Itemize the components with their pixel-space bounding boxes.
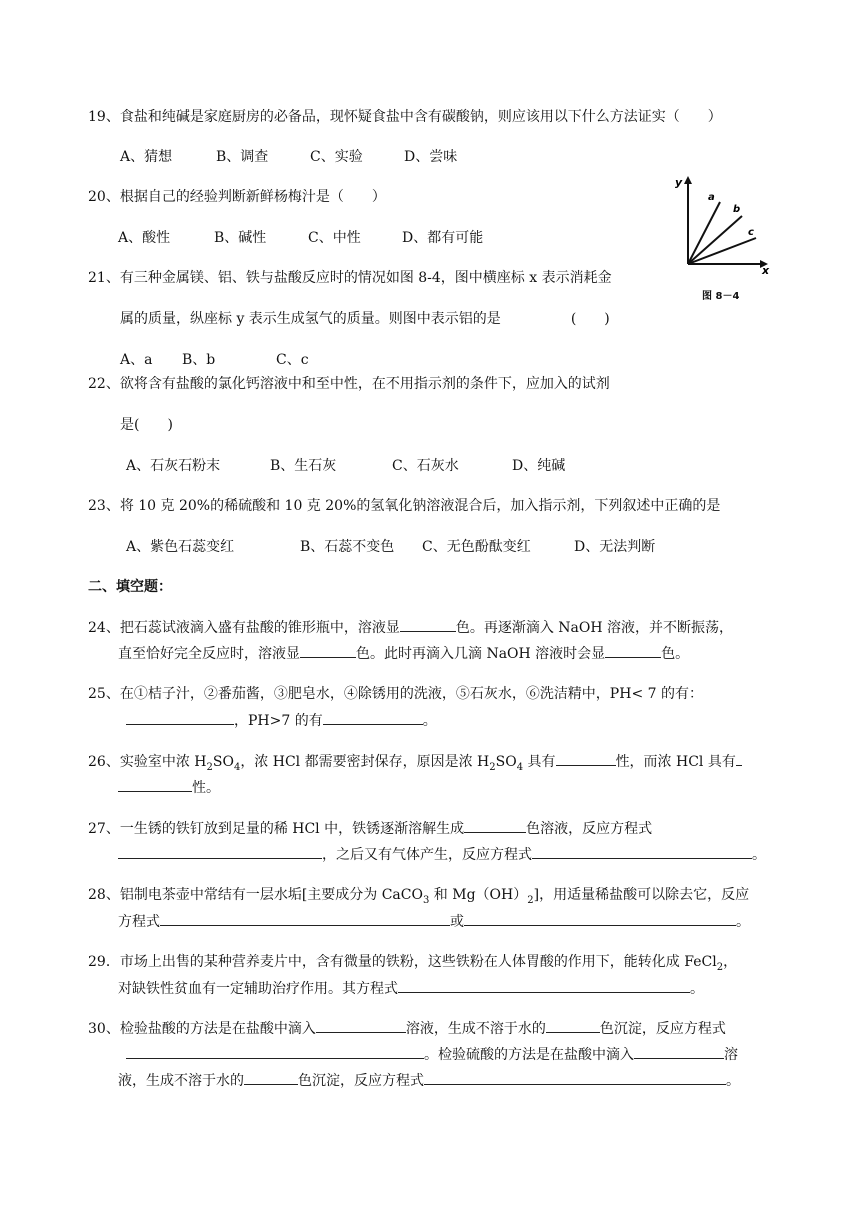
q24-text-d: 色。此时再滴入几滴 NaOH 溶液时会显	[356, 646, 606, 662]
q29-text-c: 。	[690, 981, 704, 997]
line-a	[688, 202, 720, 264]
q19-option-b: B、调查	[216, 149, 269, 165]
q23-options	[126, 537, 655, 557]
line-b	[688, 216, 742, 264]
q24-blank-3[interactable]	[605, 643, 661, 658]
q22-text-2: 是( )	[120, 417, 173, 433]
q24-blank-2[interactable]	[300, 643, 356, 658]
y-axis-label: y	[675, 176, 683, 189]
q26-sub-3: 2	[489, 761, 496, 773]
y-axis-arrow	[684, 176, 692, 184]
q30-text-h: 。	[726, 1073, 740, 1089]
q26-sub-1: 2	[206, 761, 213, 773]
q26-text-a2: SO	[212, 754, 234, 770]
q24-text-e: 色。	[661, 646, 690, 662]
q19-option-c: C、实验	[310, 149, 363, 165]
q28-sub-2: 2	[527, 894, 534, 906]
q25-blank-2[interactable]	[323, 710, 423, 725]
q26-text-a5: 具有	[523, 754, 556, 770]
q29-line-1	[88, 952, 737, 978]
q22-option-a: A、石灰石粉末	[126, 458, 221, 474]
q28-text-a2: 和 Mg（OH）	[429, 887, 528, 903]
q30-blank-3[interactable]	[126, 1044, 424, 1059]
q26-text-b: 性。	[192, 780, 220, 796]
q21-text-2	[120, 309, 610, 329]
q30-text-g: 色沉淀，反应方程式	[298, 1073, 424, 1089]
q27-blank-1[interactable]	[464, 818, 526, 833]
q27-line-1	[88, 818, 652, 839]
q22-option-c: C、石灰水	[392, 458, 459, 474]
q26-blank-2-start[interactable]	[736, 751, 742, 766]
q26-text-a: 26、实验室中浓 H	[88, 754, 207, 770]
q27-line-2	[118, 844, 766, 865]
q20-option-b: B、碱性	[214, 230, 267, 246]
q21-option-b: B、b	[182, 352, 216, 368]
q23-option-a: A、紫色石蕊变红	[126, 539, 235, 555]
q25-blank-1[interactable]	[126, 710, 234, 725]
q28-blank-2[interactable]	[464, 911, 736, 926]
q20-options	[118, 228, 483, 248]
q26-line-1	[88, 751, 742, 778]
q26-sub-4: 4	[516, 761, 524, 773]
q19-text: 19、食盐和纯碱是家庭厨房的必备品，现怀疑食盐中含有碳酸钠，则应该用以下什么方法证实（ ）	[88, 109, 722, 125]
q20-option-a: A、酸性	[118, 230, 171, 246]
q28-sub-1: 3	[422, 894, 430, 906]
q25-line-1: 25、在①桔子汁，②番茄酱，③肥皂水，④除锈用的洗液，⑤石灰水，⑥洗洁精中，PH< 7 的有：	[88, 686, 703, 702]
q28-blank-1[interactable]	[160, 911, 450, 926]
q24-line-1	[88, 617, 733, 638]
q21-text-1: 21、有三种金属镁、铝、铁与盐酸反应时的情况如图 8-4，图中横座标 x 表示消耗金	[88, 270, 612, 286]
q21-options	[120, 350, 309, 370]
q28-text-d: 。	[736, 914, 750, 930]
q26-blank-2[interactable]	[118, 777, 192, 792]
q30-line-2	[126, 1044, 738, 1065]
q21-option-a: A、a	[120, 352, 153, 368]
q22-text-1: 22、欲将含有盐酸的氯化钙溶液中和至中性，在不用指示剂的条件下，应加入的试剂	[88, 376, 610, 392]
q27-text-d: 。	[752, 847, 766, 863]
q19-option-a: A、猜想	[120, 149, 173, 165]
line-c	[688, 238, 756, 264]
q28-line-2	[118, 911, 750, 932]
q28-text-a3: ]，用适量稀盐酸可以除去它，反应	[533, 887, 750, 903]
q25-text-c: 。	[422, 713, 437, 729]
q27-text-a: 27、一生锈的铁钉放到足量的稀 HCl 中，铁锈逐渐溶解生成	[88, 821, 465, 837]
q26-text-a4: SO	[495, 754, 517, 770]
q24-text-a: 24、把石蕊试液滴入盛有盐酸的锥形瓶中，溶液显	[88, 620, 400, 636]
q27-text-c: ，之后又有气体产生，反应方程式	[322, 847, 532, 863]
q26-blank-1[interactable]	[556, 751, 616, 766]
section-fill-in-heading: 二、填空题：	[88, 579, 172, 595]
q30-text-d: 。检验硫酸的方法是在盐酸中滴入	[424, 1047, 634, 1063]
q30-line-1	[88, 1018, 726, 1039]
q24-text-b: 色。再逐渐滴入 NaOH 溶液，并不断振荡，	[455, 620, 734, 636]
q30-blank-1[interactable]	[316, 1018, 406, 1033]
q30-blank-4[interactable]	[634, 1044, 724, 1059]
q23-text: 23、将 10 克 20%的稀硫酸和 10 克 20%的氢氧化钠溶液混合后，加入指示剂，下列叙述中正确的是	[88, 498, 721, 514]
q30-text-e: 溶	[724, 1047, 738, 1063]
q29-text-a: 29．市场上出售的某种营养麦片中，含有微量的铁粉，这些铁粉在人体胃酸的作用下，能转化成 FeCl	[88, 954, 717, 970]
q26-line-2	[118, 777, 220, 798]
q30-text-f: 液，生成不溶于水的	[118, 1073, 244, 1089]
q23-option-b: B、石蕊不变色	[300, 539, 395, 555]
line-a-label: a	[708, 192, 715, 203]
line-c-label: c	[748, 227, 754, 238]
q19-options	[120, 147, 457, 167]
q28-text-c: 或	[450, 914, 464, 930]
q30-text-b: 溶液，生成不溶于水的	[405, 1021, 546, 1037]
x-axis-label: x	[762, 264, 770, 276]
q27-blank-3[interactable]	[532, 844, 752, 859]
figure-caption: 图 8－4	[702, 291, 740, 302]
q30-blank-5[interactable]	[244, 1070, 298, 1085]
q29-sub-1: 2	[716, 961, 724, 973]
q26-text-a3: ，浓 HCl 都需要密封保存，原因是浓 H	[240, 754, 490, 770]
q24-blank-1[interactable]	[400, 617, 456, 632]
line-b-label: b	[733, 204, 741, 215]
q25-line-2	[126, 710, 437, 731]
q30-blank-6[interactable]	[424, 1070, 726, 1085]
figure-8-4	[672, 172, 776, 276]
q28-text-b: 方程式	[118, 914, 160, 930]
q21-paren: ( )	[570, 311, 610, 327]
q22-options	[126, 456, 565, 476]
q29-line-2	[118, 978, 704, 999]
q20-text: 20、根据自己的经验判断新鲜杨梅汁是（ ）	[88, 189, 386, 205]
q19-option-d: D、尝味	[404, 149, 458, 165]
q22-option-d: D、纯碱	[512, 458, 566, 474]
q30-text-c: 色沉淀，反应方程式	[599, 1021, 726, 1037]
q20-option-c: C、中性	[308, 230, 361, 246]
q27-text-b: 色溶液，反应方程式	[526, 821, 653, 837]
q20-option-d: D、都有可能	[402, 230, 484, 246]
q24-text-c: 直至恰好完全反应时，溶液显	[118, 646, 300, 662]
q22-option-b: B、生石灰	[270, 458, 337, 474]
q24-line-2	[118, 643, 689, 664]
q21-option-c: C、c	[276, 352, 309, 368]
q26-sub-2: 4	[233, 761, 241, 773]
q30-text-a: 30、检验盐酸的方法是在盐酸中滴入	[88, 1021, 316, 1037]
q28-line-1	[88, 885, 749, 911]
q30-line-3	[118, 1070, 740, 1091]
q28-text-a: 28、铝制电茶壶中常结有一层水垢[主要成分为 CaCO	[88, 887, 423, 903]
q29-text-a2: ，	[723, 954, 738, 970]
q23-option-d: D、无法判断	[574, 539, 656, 555]
q27-blank-2[interactable]	[118, 844, 322, 859]
q21-text-2-body: 属的质量，纵座标 y 表示生成氢气的质量。则图中表示铝的是	[120, 311, 501, 327]
q29-blank-1[interactable]	[398, 978, 690, 993]
q23-option-c: C、无色酚酞变红	[422, 539, 531, 555]
q25-text-b: ，PH>7 的有	[234, 713, 323, 729]
q30-blank-2[interactable]	[546, 1018, 600, 1033]
q26-text-a6: 性，而浓 HCl 具有	[615, 754, 736, 770]
q29-text-b: 对缺铁性贫血有一定辅助治疗作用。其方程式	[118, 981, 398, 997]
